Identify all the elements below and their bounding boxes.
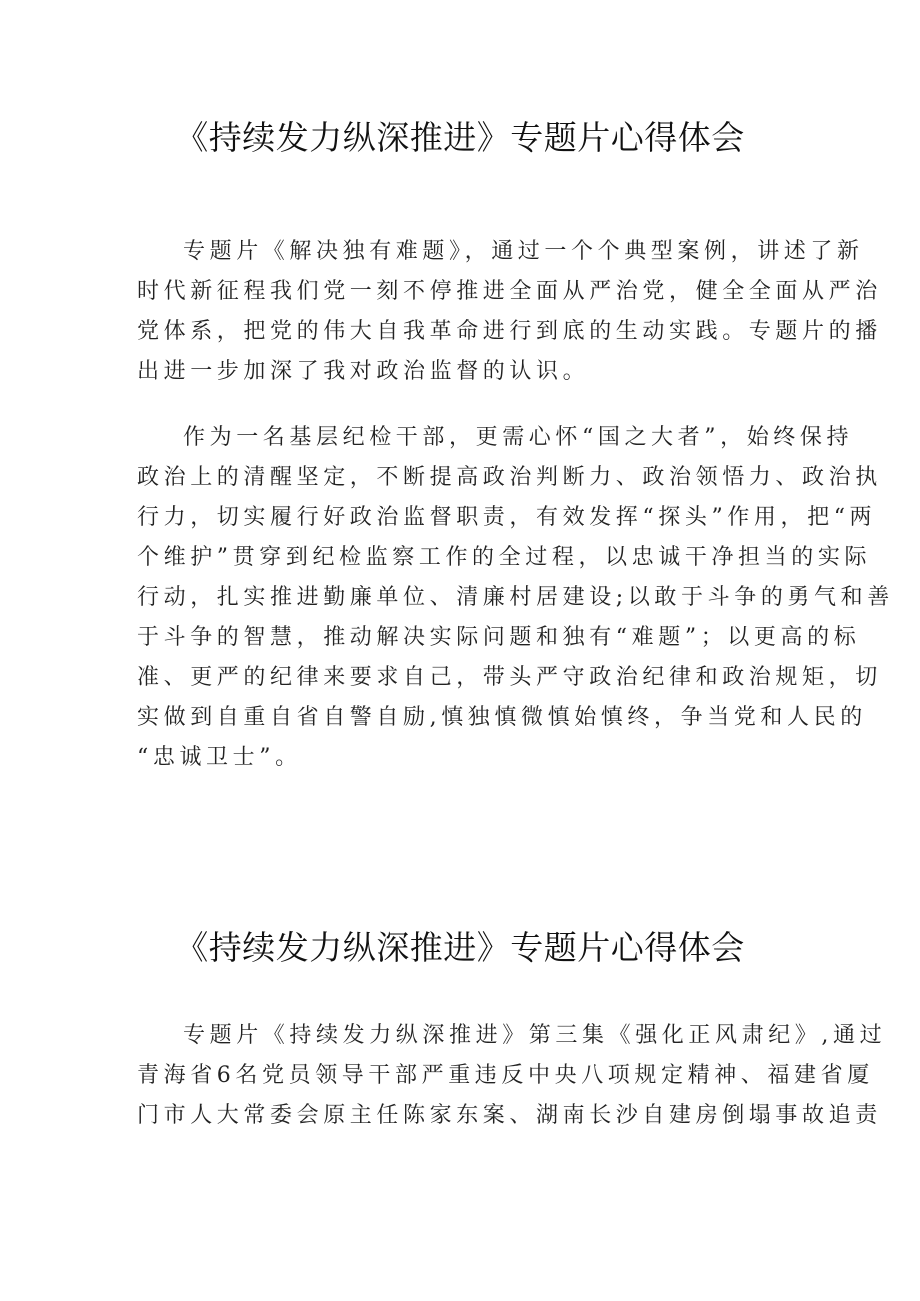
text-line: 青海省6名党员领导干部严重违反中央八项规定精神、福建省厦: [137, 1063, 874, 1088]
section2-title: 《持续发力纵深推进》专题片心得体会: [175, 928, 745, 967]
text-line: 个维护”贯穿到纪检监察工作的全过程，以忠诚干净担当的实际: [137, 545, 872, 570]
section1-paragraph-2: [137, 418, 894, 778]
text-line: 行力，切实履行好政治监督职责，有效发挥“探头”作用，把“两: [137, 505, 877, 530]
text-line: 准、更严的纪律来要求自己，带头严守政治纪律和政治规矩，切: [137, 665, 882, 690]
section1-title: 《持续发力纵深推进》专题片心得体会: [175, 118, 745, 157]
text-line: 专题片《解决独有难题》，通过一个个典型案例，讲述了新: [183, 239, 864, 264]
text-line: 时代新征程我们党一刻不停推进全面从严治党，健全全面从严治: [137, 279, 882, 304]
text-line: 政治上的清醒坚定，不断提高政治判断力、政治领悟力、政治执: [137, 465, 882, 490]
text-line: 出进一步加深了我对政治监督的认识。: [137, 359, 590, 384]
text-line: 行动，扎实推进勤廉单位、清廉村居建设;以敢于斗争的勇气和善: [137, 585, 894, 610]
text-line: 专题片《持续发力纵深推进》第三集《强化正风肃纪》,通过: [183, 1023, 887, 1048]
text-line: 党体系，把党的伟大自我革命进行到底的生动实践。专题片的播: [137, 319, 882, 344]
text-line: 实做到自重自省自警自励,慎独慎微慎始慎终，争当党和人民的: [137, 705, 867, 730]
text-line: 于斗争的智慧，推动解决实际问题和独有“难题”；以更高的标: [137, 625, 861, 650]
section2-paragraph-1: [137, 1016, 887, 1136]
section1-paragraph-1: [137, 232, 882, 392]
text-line: “忠诚卫士”。: [137, 745, 302, 770]
text-line: 作为一名基层纪检干部，更需心怀“国之大者”，始终保持: [183, 425, 854, 450]
text-line: 门市人大常委会原主任陈家东案、湖南长沙自建房倒塌事故追责: [137, 1103, 882, 1128]
